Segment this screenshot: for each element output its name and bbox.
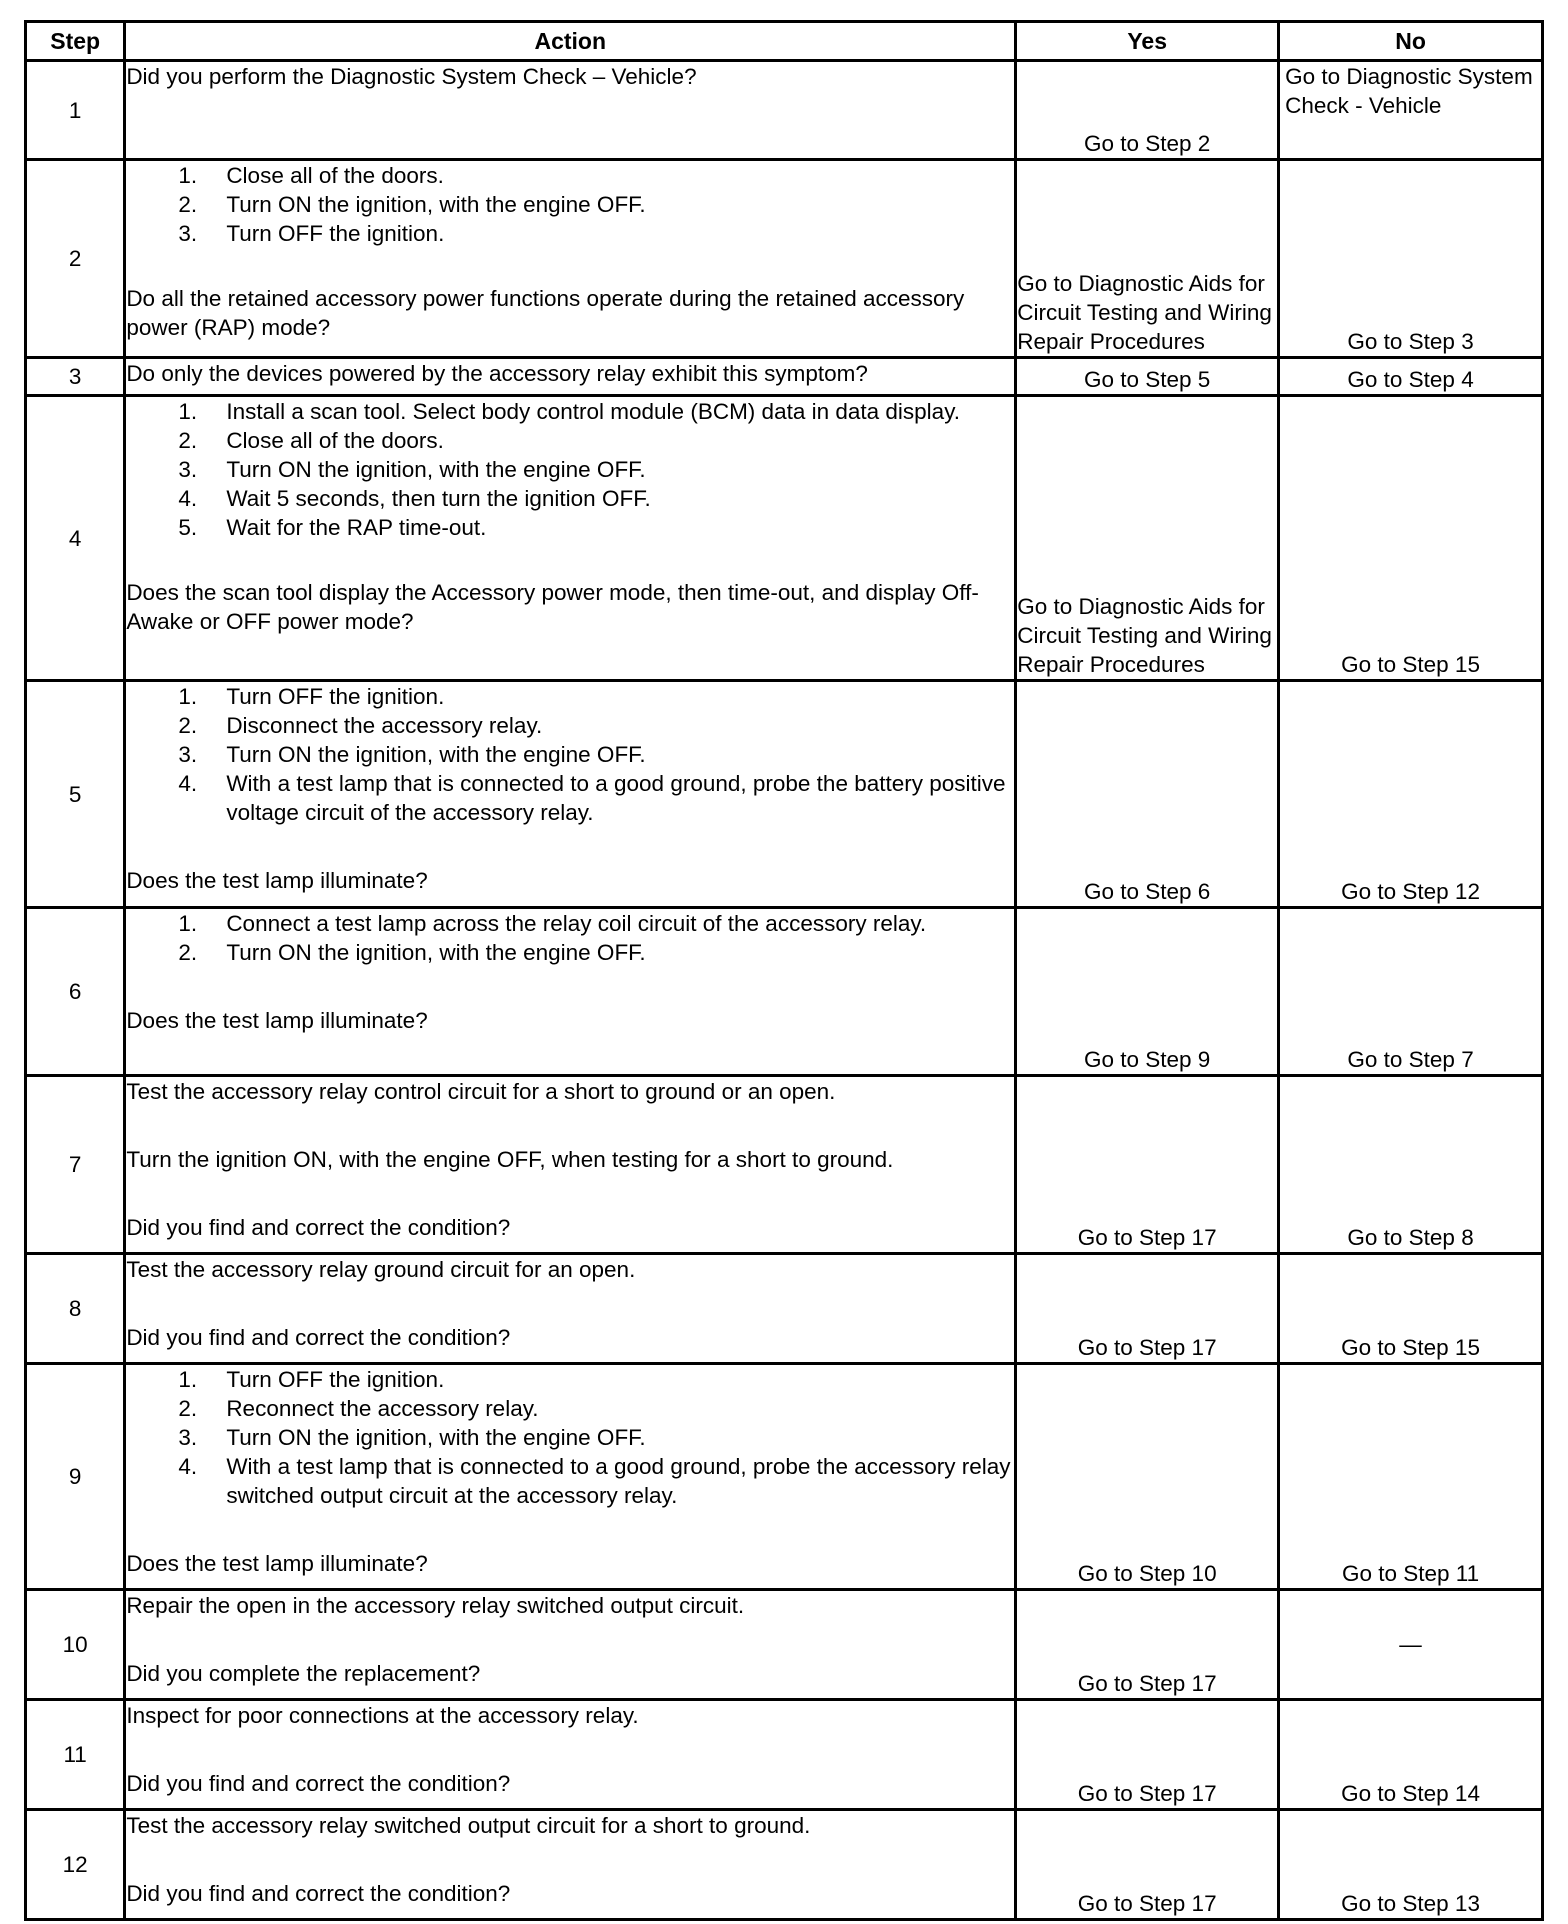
action-step-item: 4. With a test lamp that is connected to a good ground, probe the battery positive voltage circuit of the accessory relay. (178, 771, 1006, 825)
table-row (26, 61, 1543, 160)
action-question: Did you find and correct the condition? (126, 1771, 511, 1796)
action-step-item: 2. Turn ON the ignition, with the engine OFF. (178, 192, 646, 217)
yes-cell: Go to Diagnostic Aids for Circuit Testing and Wiring Repair Procedures (1016, 396, 1279, 681)
step-number: 7 (26, 1076, 125, 1254)
action-step-item: 1. Install a scan tool. Select body control module (BCM) data in data display. (178, 399, 961, 424)
no-cell: Go to Step 3 (1279, 160, 1543, 358)
step-number: 6 (26, 908, 125, 1076)
no-cell: Go to Step 15 (1279, 396, 1543, 681)
table-row (26, 1364, 1543, 1590)
action-note: Turn the ignition ON, with the engine OFF, when testing for a short to ground. (126, 1147, 894, 1172)
table-row (26, 1076, 1543, 1254)
yes-cell: Go to Step 6 (1016, 681, 1279, 908)
action-steps (126, 1365, 1014, 1510)
step-number: 8 (26, 1254, 125, 1364)
action-cell (125, 358, 1016, 396)
action-step-item: 1. Connect a test lamp across the relay coil circuit of the accessory relay. (178, 911, 927, 936)
action-cell (125, 61, 1016, 160)
no-cell: Go to Step 8 (1279, 1076, 1543, 1254)
action-question: Does the test lamp illuminate? (126, 1551, 428, 1576)
table-row (26, 1254, 1543, 1364)
action-question: Does the test lamp illuminate? (126, 868, 428, 893)
action-question: Did you find and correct the condition? (126, 1325, 511, 1350)
header-row (26, 22, 1543, 61)
no-cell: Go to Step 14 (1279, 1700, 1543, 1810)
action-steps (126, 909, 1014, 967)
action-step-item: 3. Turn OFF the ignition. (178, 221, 445, 246)
yes-cell: Go to Step 17 (1016, 1810, 1279, 1920)
action-step-item: 1. Turn OFF the ignition. (178, 1367, 445, 1392)
table-row (26, 358, 1543, 396)
action-instruction: Test the accessory relay control circuit for a short to ground or an open. (126, 1079, 836, 1104)
header-action: Action (125, 22, 1016, 61)
action-cell (125, 1364, 1016, 1590)
action-instruction: Repair the open in the accessory relay switched output circuit. (126, 1593, 745, 1618)
step-number: 10 (26, 1590, 125, 1700)
step-number: 5 (26, 681, 125, 908)
no-cell: Go to Step 15 (1279, 1254, 1543, 1364)
action-question: Did you find and correct the condition? (126, 1881, 511, 1906)
step-number: 9 (26, 1364, 125, 1590)
yes-cell: Go to Step 10 (1016, 1364, 1279, 1590)
step-number: 1 (26, 61, 125, 160)
action-instruction: Test the accessory relay switched output circuit for a short to ground. (126, 1813, 811, 1838)
action-step-item: 2. Disconnect the accessory relay. (178, 713, 543, 738)
yes-cell: Go to Step 2 (1016, 61, 1279, 160)
action-question: Did you complete the replacement? (126, 1661, 481, 1686)
no-cell: Go to Step 12 (1279, 681, 1543, 908)
table-row (26, 1810, 1543, 1920)
action-cell (125, 1254, 1016, 1364)
action-question: Do only the devices powered by the accessory relay exhibit this symptom? (126, 361, 868, 386)
action-cell (125, 396, 1016, 681)
action-question: Does the test lamp illuminate? (126, 1008, 428, 1033)
diagnostic-table (24, 20, 1544, 1921)
action-question: Did you find and correct the condition? (126, 1215, 511, 1240)
table-row (26, 1700, 1543, 1810)
action-instruction: Inspect for poor connections at the accessory relay. (126, 1703, 639, 1728)
action-cell (125, 1590, 1016, 1700)
action-step-item: 5. Wait for the RAP time-out. (178, 515, 487, 540)
action-cell (125, 1076, 1016, 1254)
yes-cell: Go to Step 17 (1016, 1254, 1279, 1364)
action-question: Did you perform the Diagnostic System Check – Vehicle? (126, 64, 697, 89)
header-no: No (1279, 22, 1543, 61)
no-cell: Go to Step 7 (1279, 908, 1543, 1076)
action-cell (125, 908, 1016, 1076)
table-row (26, 908, 1543, 1076)
no-cell: Go to Diagnostic System Check - Vehicle (1279, 61, 1543, 160)
step-number: 4 (26, 396, 125, 681)
yes-cell: Go to Step 17 (1016, 1700, 1279, 1810)
step-number: 2 (26, 160, 125, 358)
action-step-item: 4. With a test lamp that is connected to a good ground, probe the accessory relay switched output circuit at the accessory relay. (178, 1454, 1011, 1508)
step-number: 12 (26, 1810, 125, 1920)
no-cell: Go to Step 13 (1279, 1810, 1543, 1920)
action-step-item: 4. Wait 5 seconds, then turn the ignition OFF. (178, 486, 651, 511)
action-step-item: 2. Reconnect the accessory relay. (178, 1396, 539, 1421)
step-number: 11 (26, 1700, 125, 1810)
action-cell (125, 681, 1016, 908)
no-cell: — (1279, 1590, 1543, 1700)
yes-cell: Go to Step 9 (1016, 908, 1279, 1076)
table-row (26, 1590, 1543, 1700)
action-step-item: 1. Close all of the doors. (178, 163, 444, 188)
action-step-item: 3. Turn ON the ignition, with the engine OFF. (178, 742, 646, 767)
action-cell (125, 1700, 1016, 1810)
action-step-item: 3. Turn ON the ignition, with the engine OFF. (178, 1425, 646, 1450)
yes-cell: Go to Diagnostic Aids for Circuit Testing and Wiring Repair Procedures (1016, 160, 1279, 358)
no-cell: Go to Step 4 (1279, 358, 1543, 396)
action-question: Do all the retained accessory power functions operate during the retained accessory power (RAP) mode? (126, 286, 965, 340)
yes-cell: Go to Step 17 (1016, 1076, 1279, 1254)
action-question: Does the scan tool display the Accessory power mode, then time-out, and display Off-Awake or OFF power mode? (126, 580, 979, 634)
action-step-item: 1. Turn OFF the ignition. (178, 684, 445, 709)
action-steps (126, 161, 1014, 248)
action-step-item: 2. Close all of the doors. (178, 428, 444, 453)
no-cell: Go to Step 11 (1279, 1364, 1543, 1590)
table-row (26, 681, 1543, 908)
step-number: 3 (26, 358, 125, 396)
header-step: Step (26, 22, 125, 61)
action-steps (126, 397, 1014, 542)
table-row (26, 160, 1543, 358)
action-cell (125, 160, 1016, 358)
action-cell (125, 1810, 1016, 1920)
action-step-item: 2. Turn ON the ignition, with the engine OFF. (178, 940, 646, 965)
action-step-item: 3. Turn ON the ignition, with the engine OFF. (178, 457, 646, 482)
table-row (26, 396, 1543, 681)
yes-cell: Go to Step 5 (1016, 358, 1279, 396)
action-instruction: Test the accessory relay ground circuit for an open. (126, 1257, 636, 1282)
action-steps (126, 682, 1014, 827)
yes-cell: Go to Step 17 (1016, 1590, 1279, 1700)
header-yes: Yes (1016, 22, 1279, 61)
